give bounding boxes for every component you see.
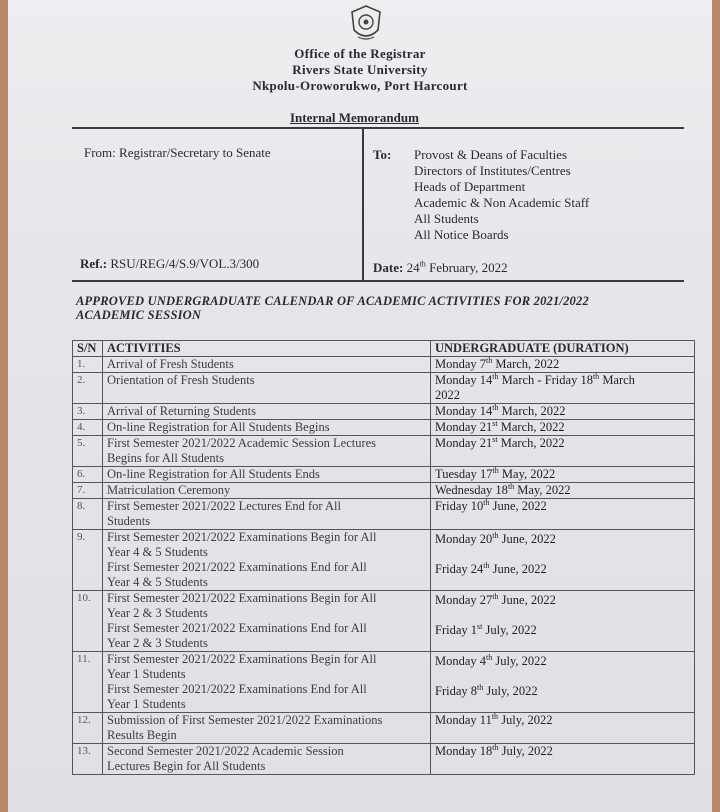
activity-text: On-line Registration for All Students Ends <box>107 467 320 481</box>
row-activity <box>103 652 431 713</box>
exam-end-text: First Semester 2021/2022 Examinations End for All <box>107 621 367 635</box>
exam-begin-group: Year 1 Students <box>107 667 186 681</box>
row-sn: 13. <box>73 744 103 775</box>
table-row <box>73 357 695 373</box>
ref-label: Ref.: <box>80 256 108 271</box>
duration-end-suffix: th <box>592 371 600 381</box>
row-sn: 9. <box>73 530 103 591</box>
recipient-item: Provost & Deans of Faculties <box>414 147 568 162</box>
calendar-table <box>72 340 695 775</box>
row-duration <box>431 530 695 591</box>
duration-day: Wednesday 18 <box>435 483 508 497</box>
recipient-item: All Students <box>414 211 479 226</box>
duration-end-rest: March <box>599 373 635 387</box>
duration-day-suffix: th <box>492 465 499 475</box>
row-duration <box>431 499 695 530</box>
duration-day-suffix: st <box>477 621 483 631</box>
row-duration <box>431 404 695 420</box>
activity-text-cont: Students <box>107 514 151 528</box>
duration-day: Friday 1 <box>435 623 478 637</box>
to-label: To: <box>373 147 392 162</box>
row-activity <box>103 499 431 530</box>
duration-rest: March, 2022 <box>492 357 560 371</box>
row-activity <box>103 436 431 467</box>
duration-day: Monday 20 <box>435 532 493 546</box>
duration-day: Monday 18 <box>435 744 493 758</box>
row-duration <box>431 744 695 775</box>
duration-text <box>435 499 690 514</box>
row-sn: 4. <box>73 420 103 436</box>
exam-end-date <box>435 562 690 577</box>
university-crest-icon <box>348 4 384 44</box>
row-sn: 10. <box>73 591 103 652</box>
exam-begin-text: First Semester 2021/2022 Examinations Begin for All <box>107 652 377 666</box>
memo-divider <box>362 128 364 280</box>
row-activity <box>103 467 431 483</box>
activity-text: Matriculation Ceremony <box>107 483 231 497</box>
row-activity <box>103 591 431 652</box>
duration-text <box>435 404 690 419</box>
duration-day: Monday 7 <box>435 357 487 371</box>
row-sn: 7. <box>73 483 103 499</box>
duration-day-suffix: th <box>483 497 490 507</box>
duration-day-suffix: st <box>492 434 498 444</box>
duration-spacer <box>435 669 690 684</box>
activity-text: Arrival of Fresh Students <box>107 357 234 371</box>
university-location: Nkpolu-Oroworukwo, Port Harcourt <box>252 78 468 93</box>
duration-day-suffix: th <box>492 591 499 601</box>
row-duration <box>431 591 695 652</box>
duration-day-suffix: th <box>486 355 493 365</box>
row-sn: 6. <box>73 467 103 483</box>
date-day: 24 <box>406 260 420 275</box>
activity-text: Arrival of Returning Students <box>107 404 256 418</box>
row-activity <box>103 357 431 373</box>
row-activity <box>103 530 431 591</box>
row-duration <box>431 357 695 373</box>
ref-value: RSU/REG/4/S.9/VOL.3/300 <box>110 256 260 271</box>
table-header-row <box>73 341 695 357</box>
table-row <box>73 483 695 499</box>
activity-text-cont: Lectures Begin for All Students <box>107 759 266 773</box>
activity-text-cont: Begins for All Students <box>107 451 225 465</box>
duration-day: Monday 11 <box>435 713 492 727</box>
exam-end-date <box>435 623 690 638</box>
exam-end-date <box>435 684 690 699</box>
table-row <box>73 499 695 530</box>
duration-day-suffix: th <box>491 711 499 721</box>
memo-top-rule <box>72 127 684 129</box>
row-activity <box>103 483 431 499</box>
recipient-item: Directors of Institutes/Centres <box>414 163 571 178</box>
column-header-duration: UNDERGRADUATE (DURATION) <box>431 341 695 357</box>
duration-day-suffix: st <box>492 418 498 428</box>
table-row <box>73 530 695 591</box>
duration-text <box>435 436 690 451</box>
exam-end-group: Year 4 & 5 Students <box>107 575 208 589</box>
duration-day: Monday 14 <box>435 373 493 387</box>
from-label: From: <box>84 145 116 160</box>
duration-day-suffix: th <box>507 481 515 491</box>
duration-year: 2022 <box>435 388 460 402</box>
duration-rest: July, 2022 <box>492 654 547 668</box>
duration-day-suffix: th <box>492 371 499 381</box>
row-activity <box>103 744 431 775</box>
row-sn: 2. <box>73 373 103 404</box>
exam-begin-group: Year 2 & 3 Students <box>107 606 208 620</box>
duration-rest: June, 2022 <box>498 532 556 546</box>
recipient-item: Academic & Non Academic Staff <box>414 195 590 210</box>
duration-text <box>435 467 690 482</box>
duration-spacer <box>435 547 690 562</box>
activity-text-cont: Results Begin <box>107 728 177 742</box>
duration-day: Friday 24 <box>435 562 484 576</box>
row-activity <box>103 713 431 744</box>
activity-text: Submission of First Semester 2021/2022 Examinations <box>107 713 383 727</box>
duration-text <box>435 373 690 388</box>
exam-begin-text: First Semester 2021/2022 Examinations Begin for All <box>107 530 377 544</box>
reference-line <box>80 256 259 272</box>
row-sn: 12. <box>73 713 103 744</box>
duration-rest: June, 2022 <box>498 593 556 607</box>
exam-end-text: First Semester 2021/2022 Examinations End for All <box>107 682 367 696</box>
date-line <box>373 260 508 276</box>
table-row <box>73 404 695 420</box>
row-duration <box>431 483 695 499</box>
row-duration <box>431 420 695 436</box>
column-header-sn: S/N <box>73 341 103 357</box>
row-duration <box>431 713 695 744</box>
duration-day-suffix: th <box>492 402 499 412</box>
row-activity <box>103 404 431 420</box>
activity-text: First Semester 2021/2022 Lectures End for All <box>107 499 341 513</box>
duration-rest: June, 2022 <box>489 499 547 513</box>
duration-day: Monday 14 <box>435 404 493 418</box>
from-value: Registrar/Secretary to Senate <box>119 145 271 160</box>
duration-day: Monday 21 <box>435 420 493 434</box>
exam-end-group: Year 1 Students <box>107 697 186 711</box>
exam-begin-text: First Semester 2021/2022 Examinations Begin for All <box>107 591 377 605</box>
exam-begin-date <box>435 591 690 608</box>
recipient-item: All Notice Boards <box>414 227 509 242</box>
exam-begin-date <box>435 652 690 669</box>
table-row <box>73 591 695 652</box>
duration-day: Monday 4 <box>435 654 487 668</box>
duration-rest: June, 2022 <box>489 562 547 576</box>
recipient-list <box>414 147 589 243</box>
table-row <box>73 713 695 744</box>
duration-day: Monday 21 <box>435 436 493 450</box>
table-row <box>73 420 695 436</box>
row-activity <box>103 420 431 436</box>
duration-text <box>435 713 690 728</box>
duration-rest: July, 2022 <box>483 684 538 698</box>
duration-text <box>435 357 690 372</box>
duration-rest: March, 2022 <box>497 436 565 450</box>
row-sn: 3. <box>73 404 103 420</box>
table-row <box>73 744 695 775</box>
row-duration <box>431 373 695 404</box>
duration-day-suffix: th <box>486 652 493 662</box>
duration-rest: May, 2022 <box>514 483 571 497</box>
activity-text: First Semester 2021/2022 Academic Session Lectures <box>107 436 377 450</box>
duration-day: Friday 8 <box>435 684 478 698</box>
duration-day: Tuesday 17 <box>435 467 493 481</box>
duration-day: Monday 27 <box>435 593 493 607</box>
activity-text: On-line Registration for All Students Begins <box>107 420 330 434</box>
row-activity <box>103 373 431 404</box>
memo-type-title: Internal Memorandum <box>290 110 419 125</box>
duration-text <box>435 420 690 435</box>
duration-rest: March - Friday 18 <box>498 373 593 387</box>
table-row <box>73 373 695 404</box>
office-heading: Office of the Registrar <box>294 46 426 61</box>
column-header-activities: ACTIVITIES <box>103 341 431 357</box>
calendar-title-line1: APPROVED UNDERGRADUATE CALENDAR OF ACADEMIC ACTIVITIES FOR 2021/2022 <box>76 294 589 308</box>
duration-rest: July, 2022 <box>482 623 537 637</box>
table-row <box>73 652 695 713</box>
duration-rest: May, 2022 <box>498 467 556 481</box>
activity-text: Second Semester 2021/2022 Academic Session <box>107 744 344 758</box>
row-duration <box>431 436 695 467</box>
date-sup: th <box>419 259 426 269</box>
table-row <box>73 436 695 467</box>
duration-day-suffix: th <box>492 742 499 752</box>
exam-end-text: First Semester 2021/2022 Examinations End for All <box>107 560 367 574</box>
date-rest: February, 2022 <box>429 260 508 275</box>
from-line <box>84 145 271 161</box>
duration-rest: March, 2022 <box>497 420 565 434</box>
duration-text <box>435 483 690 498</box>
duration-rest: July, 2022 <box>498 713 553 727</box>
memo-bottom-rule <box>72 280 684 282</box>
activity-text: Orientation of Fresh Students <box>107 373 255 387</box>
duration-day: Friday 10 <box>435 499 484 513</box>
duration-day-suffix: th <box>492 530 499 540</box>
university-name: Rivers State University <box>292 62 428 77</box>
exam-end-group: Year 2 & 3 Students <box>107 636 208 650</box>
row-sn: 11. <box>73 652 103 713</box>
row-sn: 8. <box>73 499 103 530</box>
date-label: Date: <box>373 260 404 275</box>
duration-rest: March, 2022 <box>498 404 566 418</box>
duration-text <box>435 744 690 759</box>
recipient-item: Heads of Department <box>414 179 526 194</box>
row-duration <box>431 467 695 483</box>
duration-day-suffix: th <box>477 682 484 692</box>
duration-day-suffix: th <box>483 560 490 570</box>
duration-spacer <box>435 608 690 623</box>
exam-begin-date <box>435 530 690 547</box>
exam-begin-group: Year 4 & 5 Students <box>107 545 208 559</box>
row-sn: 5. <box>73 436 103 467</box>
table-row <box>73 467 695 483</box>
calendar-title-line2: ACADEMIC SESSION <box>76 308 202 322</box>
duration-rest: July, 2022 <box>498 744 553 758</box>
row-duration <box>431 652 695 713</box>
row-sn: 1. <box>73 357 103 373</box>
